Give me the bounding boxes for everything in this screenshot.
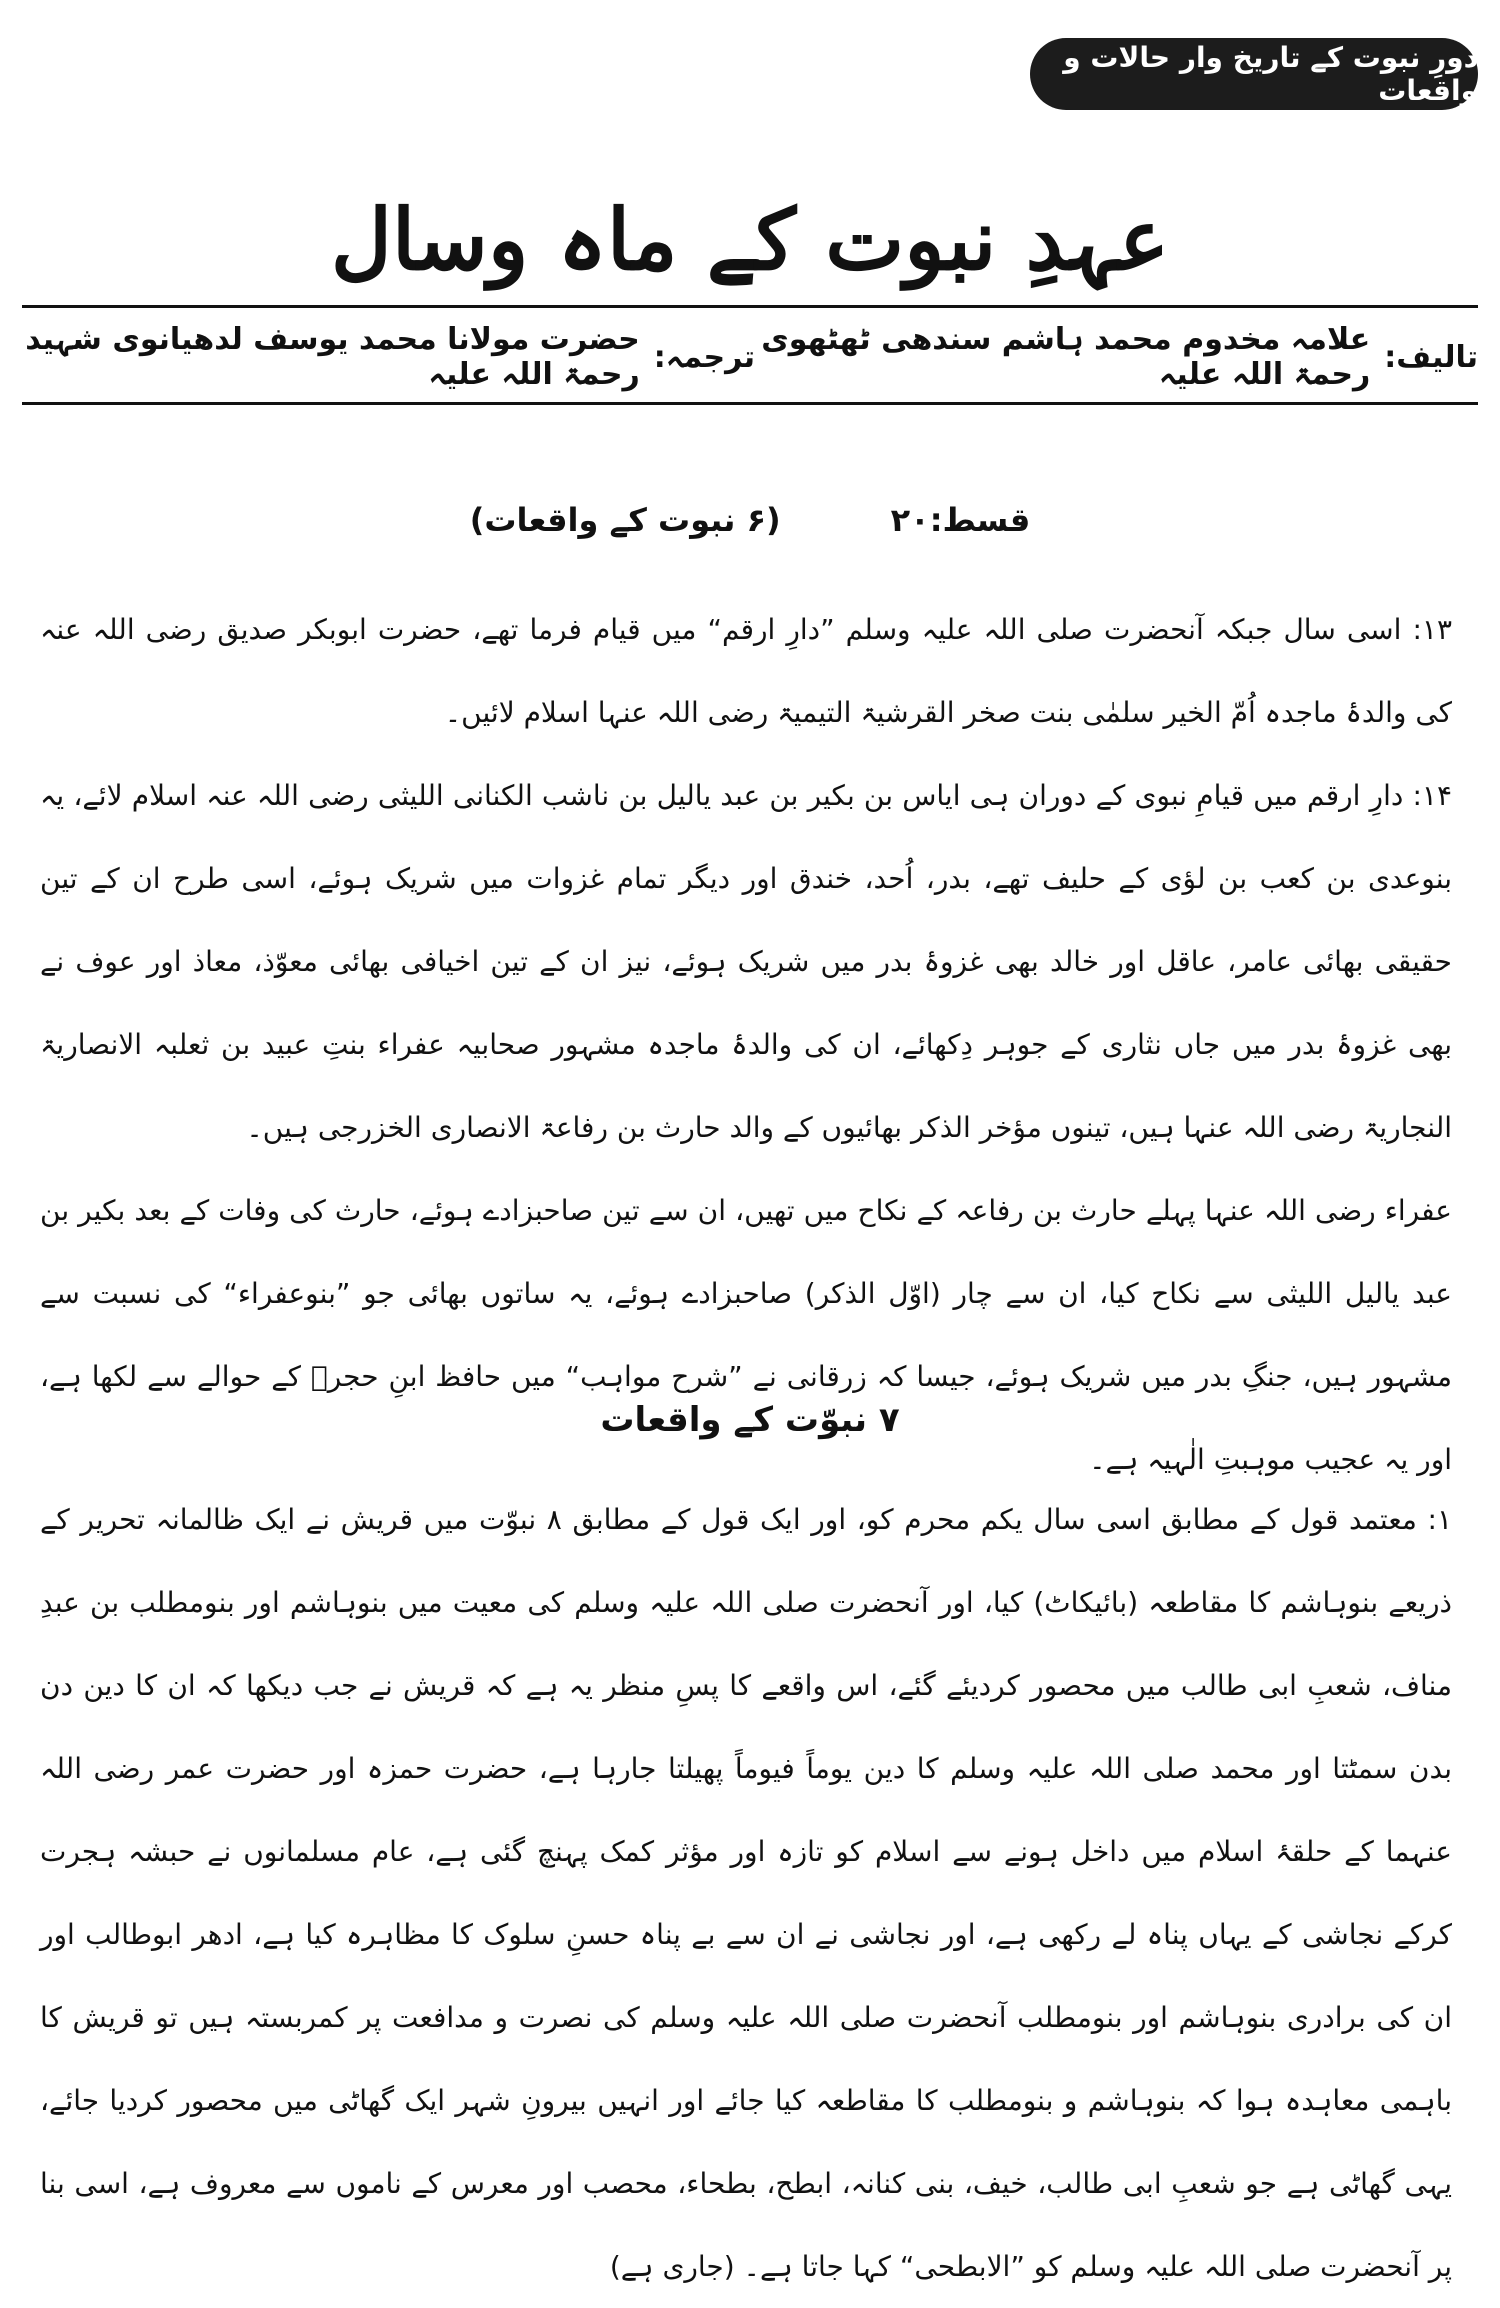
credits-row <box>22 322 1478 392</box>
series-title-badge <box>1030 38 1478 110</box>
series-title: دورِ نبوت کے تاریخ وار حالات و واقعات <box>1063 41 1478 107</box>
author-credit <box>755 322 1478 392</box>
title-divider-top <box>22 305 1478 308</box>
author-name: علامہ مخدوم محمد ہاشم سندھی ٹھٹھوی رحمۃ اللہ علیہ <box>761 322 1371 392</box>
article-body-section-a <box>40 588 1452 1501</box>
instalment-number: قسط:۲۰ <box>890 501 1031 539</box>
paragraph: عفراء رضی اللہ عنہا پہلے حارث بن رفاعہ کے نکاح میں تھیں، ان سے تین صاحبزادے ہوئے، حارث کی وفات کے بعد بکیر بن عبد یالیل اللیثی سے نکاح کیا، ان سے چار (اوّل الذکر) صاحبزادے ہوئے، یہ ساتوں بھائی جو ”بنوعفراء“ کی نسبت سے مشہور ہیں، جنگِ بدر میں شریک ہوئے، جیسا کہ زرقانی نے ”شرح مواہب“ میں حافظ ابنِ حجرؒ کے حوالے سے لکھا ہے، اور یہ عجیب موہبتِ الٰہیہ ہے۔ <box>40 1194 1452 1476</box>
section-subheading: ۷ نبوّت کے واقعات <box>600 1400 900 1440</box>
section-heading: (۶ نبوت کے واقعات) <box>469 501 781 539</box>
article-body-section-b <box>40 1478 1452 2308</box>
paragraph: ۱۳: اسی سال جبکہ آنحضرت صلی اللہ علیہ وسلم ”دارِ ارقم“ میں قیام فرما تھے، حضرت ابوبکر صدیق رضی اللہ عنہ کی والدۂ ماجدہ اُمّ الخیر سلمٰی بنت صخر القرشیۃ التیمیۃ رضی اللہ عنہا اسلام لائیں۔ <box>40 613 1452 729</box>
instalment-row <box>0 490 1500 550</box>
credits-divider-bottom <box>22 402 1478 405</box>
translator-name: حضرت مولانا محمد یوسف لدھیانوی شہید رحمۃ اللہ علیہ <box>25 322 640 392</box>
paragraph: ۱: معتمد قول کے مطابق اسی سال یکم محرم کو، اور ایک قول کے مطابق ۸ نبوّت میں قریش نے ایک ظالمانہ تحریر کے ذریعے بنوہاشم کا مقاطعہ (بائیکاٹ) کیا، اور آنحضرت صلی اللہ علیہ وسلم کی معیت میں بنوہاشم اور بنومطلب بن عبدِ مناف، شعبِ ابی طالب میں محصور کردیئے گئے، اس واقعے کا پسِ منظر یہ ہے کہ قریش نے جب دیکھا کہ ان کا دین دن بدن سمٹتا اور محمد صلی اللہ علیہ وسلم کا دین یوماً فیوماً پھیلتا جارہا ہے، حضرت حمزہ اور حضرت عمر رضی اللہ عنہما کے حلقۂ اسلام میں داخل ہونے سے اسلام کو تازہ اور مؤثر کمک پہنچ گئی ہے، عام مسلمانوں نے حبشہ ہجرت کرکے نجاشی کے یہاں پناہ لے رکھی ہے، اور نجاشی نے ان سے بے پناہ حسنِ سلوک کا مظاہرہ کیا ہے، ادھر ابوطالب اور ان کی برادری بنوہاشم اور بنومطلب آنحضرت صلی اللہ علیہ وسلم کی نصرت و مدافعت پر کمربستہ ہیں تو قریش کا باہمی معاہدہ ہوا کہ بنوہاشم و بنومطلب کا مقاطعہ کیا جائے اور انہیں بیرونِ شہر ایک گھاٹی میں محصور کردیا جائے، یہی گھاٹی ہے جو شعبِ ابی طالب، خیف، بنی کنانہ، ابطح، بطحاء، محصب اور معرس کے ناموں سے معروف ہے، اسی بنا پر آنحضرت صلی اللہ علیہ وسلم کو ”الابطحی“ کہا جاتا ہے۔ (جاری ہے) <box>40 1503 1453 2283</box>
article-title: عہدِ نبوت کے ماہ وسال <box>330 190 1170 289</box>
translator-credit <box>22 322 755 392</box>
paragraph: ۱۴: دارِ ارقم میں قیامِ نبوی کے دوران ہی ایاس بن بکیر بن عبد یالیل بن ناشب الکنانی اللیثی رضی اللہ عنہ اسلام لائے، یہ بنوعدی بن کعب بن لؤی کے حلیف تھے، بدر، اُحد، خندق اور دیگر تمام غزوات میں شریک ہوئے، اسی طرح ان کے تین حقیقی بھائی عامر، عاقل اور خالد بھی غزوۂ بدر میں شریک ہوئے، نیز ان کے تین اخیافی بھائی معوّذ، معاذ اور عوف نے بھی غزوۂ بدر میں جاں نثاری کے جوہر دِکھائے، ان کی والدۂ ماجدہ مشہور صحابیہ عفراء بنتِ عبید بن ثعلبہ الانصاریۃ النجاریۃ رضی اللہ عنہا ہیں، تینوں مؤخر الذکر بھائیوں کے والد حارث بن رفاعۃ الانصاری الخزرجی ہیں۔ <box>40 779 1452 1144</box>
author-label: تالیف: <box>1384 339 1478 375</box>
translator-label: ترجمہ: <box>653 339 756 375</box>
